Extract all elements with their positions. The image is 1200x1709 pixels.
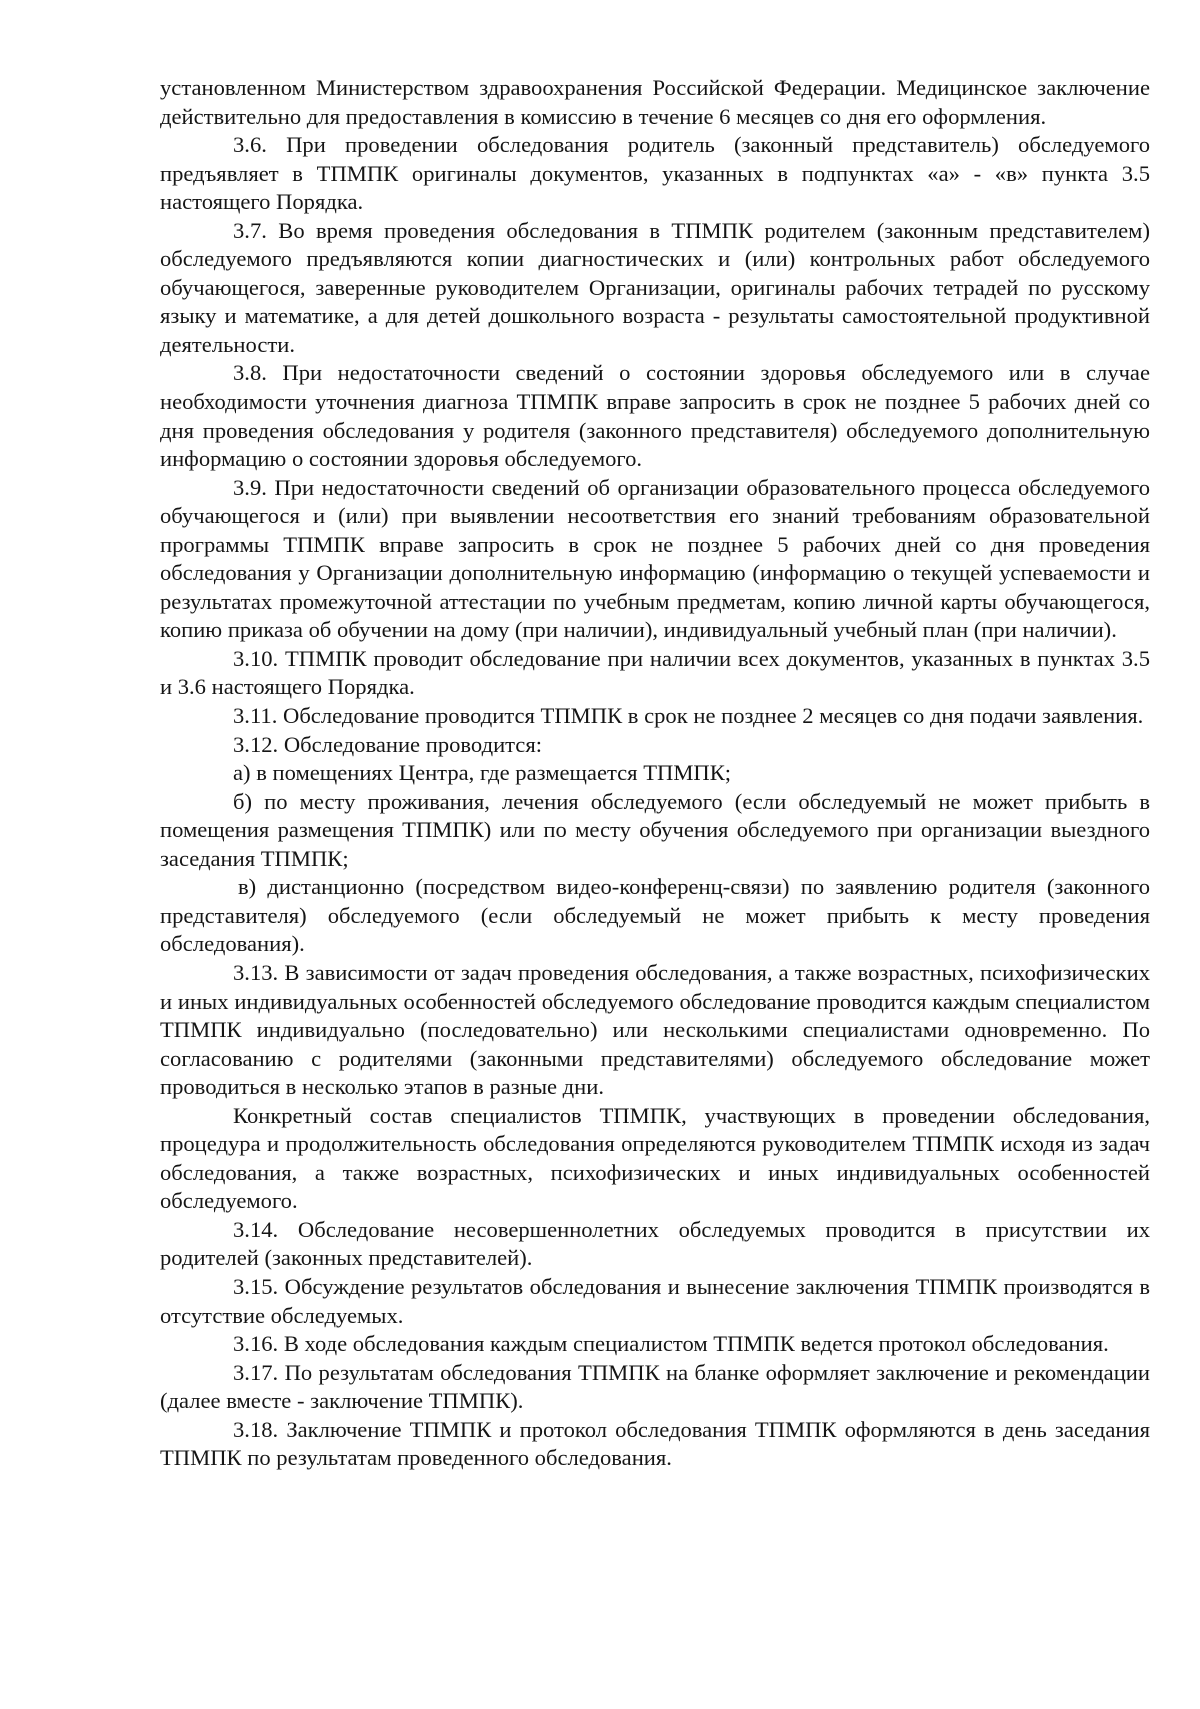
paragraph-3-13-continued: Конкретный состав специалистов ТПМПК, участвующих в проведении обследования, процедура и продолжительность обследования определяются руководителем ТПМПК исходя из задач обследования, а также возрастных, психофизических и иных индивидуальных особенностей обследуемого. — [160, 1102, 1150, 1214]
paragraph-3-18: 3.18. Заключение ТПМПК и протокол обследования ТПМПК оформляются в день заседания ТПМПК по результатам проведенного обследования. — [160, 1416, 1150, 1471]
paragraph-3-13: 3.13. В зависимости от задач проведения обследования, а также возрастных, психофизических и иных индивидуальных особенностей обследуемого обследование проводится каждым специалистом ТПМПК индивидуально (последовательно) или несколькими специалистами одновременно. По согласованию с родителями (законными представителями) обследуемого обследование может проводиться в несколько этапов в разные дни. — [160, 959, 1150, 1100]
paragraph-3-12-item-a: а) в помещениях Центра, где размещается ТПМПК; — [233, 760, 732, 786]
paragraph-3-16: 3.16. В ходе обследования каждым специалистом ТПМПК ведется протокол обследования. — [233, 1331, 1109, 1357]
paragraph-3-11: 3.11. Обследование проводится ТПМПК в срок не позднее 2 месяцев со дня подачи заявления. — [233, 703, 1144, 729]
paragraph-3-12-item-v: в) дистанционно (посредством видео-конференц-связи) по заявлению родителя (законного представителя) обследуемого (если обследуемый не может прибыть к месту проведения обследования). — [160, 874, 1150, 957]
paragraph-3-17: 3.17. По результатам обследования ТПМПК на бланке оформляет заключение и рекомендации (далее вместе - заключение ТПМПК). — [160, 1359, 1150, 1414]
paragraph-3-12: 3.12. Обследование проводится: — [233, 731, 543, 757]
paragraph-3-10: 3.10. ТПМПК проводит обследование при наличии всех документов, указанных в пунктах 3.5 и 3.6 настоящего Порядка. — [160, 645, 1150, 700]
paragraph-3-6: 3.6. При проведении обследования родитель (законный представитель) обследуемого предъявляет в ТПМПК оригиналы документов, указанных в подпунктах «а» - «в» пункта 3.5 настоящего Порядка. — [160, 132, 1150, 215]
paragraph-intro: установленном Министерством здравоохранения Российской Федерации. Медицинское заключение действительно для предоставления в комиссию в течение 6 месяцев со дня его оформления. — [160, 75, 1150, 129]
paragraph-3-14: 3.14. Обследование несовершеннолетних обследуемых проводится в присутствии их родителей (законных представителей). — [160, 1216, 1150, 1271]
document-page — [160, 74, 1150, 1473]
paragraph-3-15: 3.15. Обсуждение результатов обследования и вынесение заключения ТПМПК производятся в отсутствие обследуемых. — [160, 1273, 1150, 1328]
paragraph-3-12-item-b: б) по месту проживания, лечения обследуемого (если обследуемый не может прибыть в помещения размещения ТПМПК) или по месту обучения обследуемого при организации выездного заседания ТПМПК; — [160, 788, 1150, 871]
paragraph-3-7: 3.7. Во время проведения обследования в ТПМПК родителем (законным представителем) обследуемого предъявляются копии диагностических и (или) контрольных работ обследуемого обучающегося, заверенные руководителем Организации, оригиналы рабочих тетрадей по русскому языку и математике, а для детей дошкольного возраста - результаты самостоятельной продуктивной деятельности. — [160, 217, 1150, 357]
paragraph-3-9: 3.9. При недостаточности сведений об организации образовательного процесса обследуемого обучающегося и (или) при выявлении несоответствия его знаний требованиям образовательной программы ТПМПК вправе запросить в срок не позднее 5 рабочих дней со дня проведения обследования у Организации дополнительную информацию (информацию о текущей успеваемости и результатах промежуточной аттестации по учебным предметам, копию личной карты обучающегося, копию приказа об обучении на дому (при наличии), индивидуальный учебный план (при наличии). — [160, 474, 1150, 643]
paragraph-3-8: 3.8. При недостаточности сведений о состоянии здоровья обследуемого или в случае необходимости уточнения диагноза ТПМПК вправе запросить в срок не позднее 5 рабочих дней со дня проведения обследования у родителя (законного представителя) обследуемого дополнительную информацию о состоянии здоровья обследуемого. — [160, 360, 1150, 472]
